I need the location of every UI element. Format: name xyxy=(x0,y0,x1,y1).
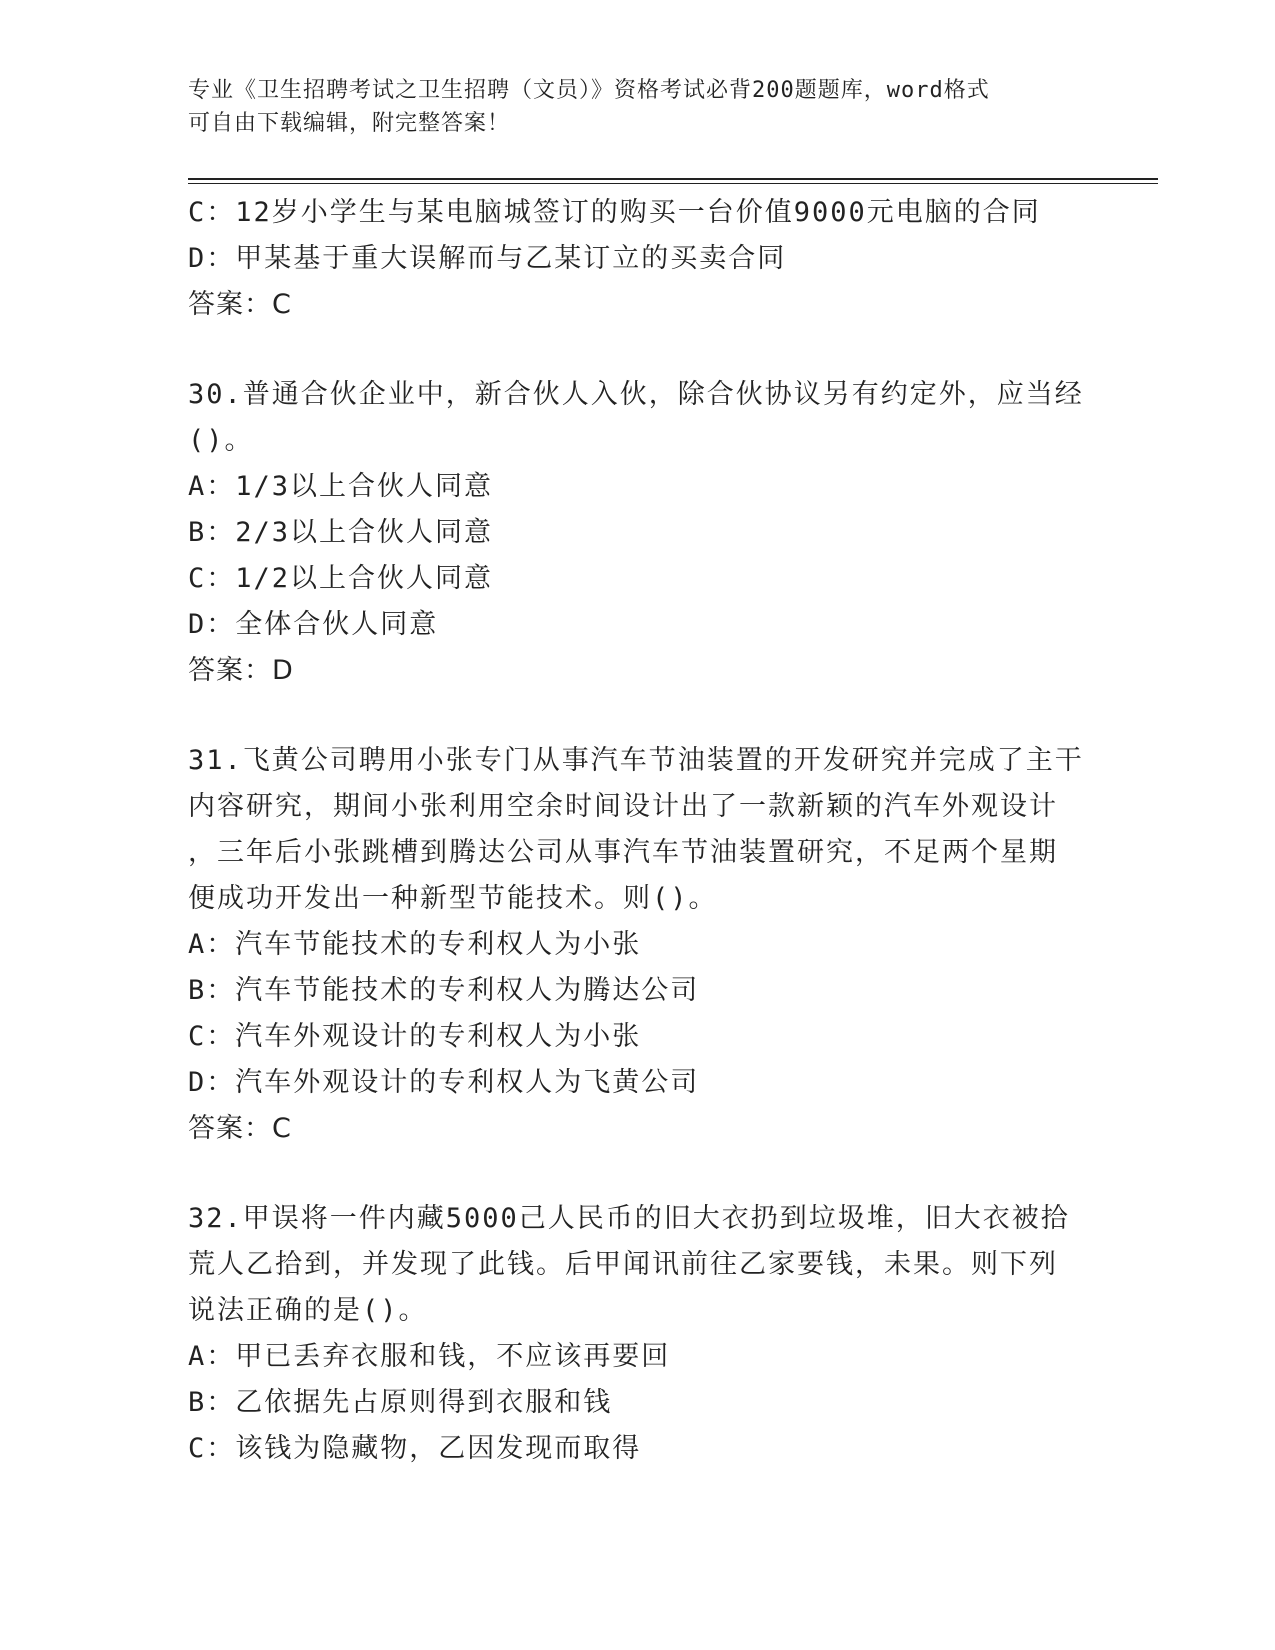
option-b: B：2/3以上合伙人同意 xyxy=(188,517,494,548)
answer: 答案：D xyxy=(188,655,294,686)
option-c: C：12岁小学生与某电脑城签订的购买一台价值9000元电脑的合同 xyxy=(188,197,1041,228)
option-b: B：乙依据先占原则得到衣服和钱 xyxy=(188,1387,613,1418)
option-b: B：汽车节能技术的专利权人为腾达公司 xyxy=(188,975,700,1006)
header-line-1: 专业《卫生招聘考试之卫生招聘（文员）》资格考试必背200题题库，word格式 xyxy=(188,78,990,103)
option-d: D：全体合伙人同意 xyxy=(188,609,439,640)
option-a: A：汽车节能技术的专利权人为小张 xyxy=(188,929,642,960)
question-stem-line: ，三年后小张跳槽到腾达公司从事汽车节油装置研究，不足两个星期 xyxy=(188,837,1058,868)
question-31 xyxy=(188,738,1088,1152)
spacer xyxy=(188,694,1088,738)
spacer xyxy=(188,1152,1088,1196)
option-d: D：汽车外观设计的专利权人为飞黄公司 xyxy=(188,1067,700,1098)
header-rule-thick xyxy=(188,178,1158,180)
spacer xyxy=(188,328,1088,372)
question-stem-line: 30.普通合伙企业中，新合伙人入伙，除合伙协议另有约定外，应当经 xyxy=(188,379,1084,410)
question-32 xyxy=(188,1196,1088,1472)
question-stem-line: 31.飞黄公司聘用小张专门从事汽车节油装置的开发研究并完成了主干 xyxy=(188,745,1084,776)
option-c: C：1/2以上合伙人同意 xyxy=(188,563,494,594)
question-stem-line: 说法正确的是()。 xyxy=(188,1295,428,1326)
header-line-2: 可自由下载编辑，附完整答案！ xyxy=(188,111,511,136)
question-stem-line: ()。 xyxy=(188,425,254,456)
question-29-tail xyxy=(188,190,1088,328)
option-c: C：该钱为隐藏物，乙因发现而取得 xyxy=(188,1433,642,1464)
answer: 答案：C xyxy=(188,1113,292,1144)
question-stem-line: 32.甲误将一件内藏5000己人民币的旧大衣扔到垃圾堆，旧大衣被拾 xyxy=(188,1203,1070,1234)
question-stem-line: 便成功开发出一种新型节能技术。则()。 xyxy=(188,883,718,914)
option-c: C：汽车外观设计的专利权人为小张 xyxy=(188,1021,642,1052)
question-stem-line: 荒人乙拾到，并发现了此钱。后甲闻讯前往乙家要钱，未果。则下列 xyxy=(188,1249,1058,1280)
answer: 答案：C xyxy=(188,289,292,320)
document-header xyxy=(188,74,1088,140)
question-30 xyxy=(188,372,1088,694)
header-rule-thin xyxy=(188,183,1158,184)
question-content xyxy=(188,190,1088,1472)
question-stem-line: 内容研究，期间小张利用空余时间设计出了一款新颖的汽车外观设计 xyxy=(188,791,1058,822)
option-a: A：1/3以上合伙人同意 xyxy=(188,471,494,502)
option-a: A：甲已丢弃衣服和钱，不应该再要回 xyxy=(188,1341,671,1372)
option-d: D：甲某基于重大误解而与乙某订立的买卖合同 xyxy=(188,243,787,274)
